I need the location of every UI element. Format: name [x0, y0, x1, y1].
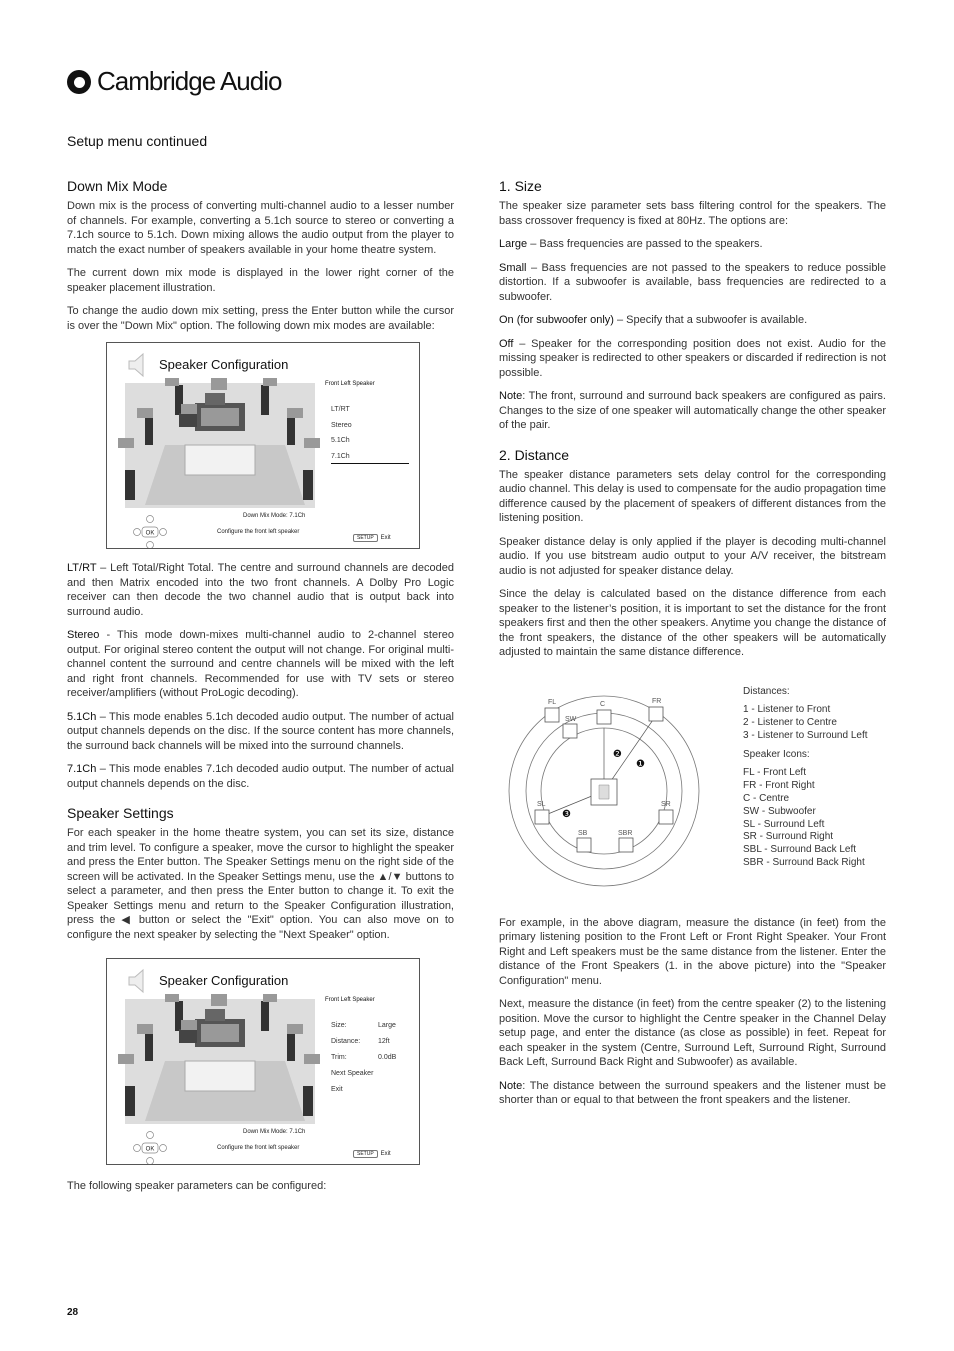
- size-large: [499, 237, 886, 252]
- sw-label: SW: [565, 715, 577, 723]
- setup-button[interactable]: SETUP: [353, 1150, 378, 1158]
- desc: – Left Total/Right Total. The centre and surround channels are decoded and then Matrix encoded into the two front channels. A Dolby Pro Logic receiver can then decode the two channel audio that is output back into surround audio.: [67, 562, 454, 618]
- distance-p1: The speaker distance parameters sets delay control for the corresponding audio channel. This delay is used to compensate for the audio propagation time difference caused by the placement of speakers of different distances from the listening position.: [499, 468, 886, 524]
- desc: : The distance between the surround speakers and the listener must be shorter than or equal to that between the front speakers and the listener.: [499, 1079, 886, 1106]
- closing-text: The following speaker parameters can be configured:: [67, 1180, 327, 1192]
- sl-label: SL: [537, 800, 546, 808]
- c-label: C: [600, 700, 606, 708]
- fr-label: FR: [652, 697, 662, 705]
- screen-title: Speaker Configuration: [159, 357, 289, 372]
- marker-3: ❸: [562, 808, 571, 820]
- sbr-speaker-icon: [619, 838, 633, 852]
- setting-value: 0.0dB: [378, 1054, 397, 1061]
- downmix-mode-status: Down Mix Mode: 7.1Ch: [243, 1129, 306, 1135]
- term: Note: [499, 390, 523, 402]
- help-text: Configure the front left speaker: [217, 529, 300, 535]
- marker-1: ❶: [636, 758, 645, 770]
- distance-item: 2 - Listener to Centre: [743, 717, 837, 729]
- term: Note: [499, 1079, 523, 1092]
- desc: : The front, surround and surround back speakers are configured as pairs. Changes to the size of one speaker will automatically change the other speaker of the pair.: [499, 390, 886, 431]
- setting-size[interactable]: [331, 1022, 409, 1029]
- sw-speaker-icon: [563, 724, 577, 738]
- mode-ltrt: [67, 561, 454, 619]
- screen-title: Speaker Configuration: [159, 973, 289, 988]
- speaker-config-screen-downmix: [106, 342, 420, 549]
- downmix-option-ltrt[interactable]: LT/RT: [331, 406, 350, 413]
- speaker-settings-p1: For each speaker in the home theatre system, you can set its size, distance and trim level. To configure a speaker, move the cursor to highlight the speaker and press the Enter button. The Speaker Settings menu on the right side of the screen will be activated. In the Speaker Settings menu, use the ▲/▼ buttons to select a parameter, and then press the Enter button to change it. To exit the Speaker Settings menu and return to the Speaker Configuration illustration, press the ◀ button or select the "Exit" option. You can also move on to configure the next speaker by selecting the "Next Speaker" option.: [67, 827, 454, 941]
- mode-7-1ch: [67, 762, 454, 791]
- downmix-option-7-1ch[interactable]: 7.1Ch: [331, 453, 409, 464]
- icon-item: C - Centre: [743, 793, 790, 805]
- mode-5-1ch: [67, 710, 454, 754]
- distance-p2: Speaker distance delay is only applied if the player is decoding multi-channel audio. If you use bitstream audio output to your A/V receiver, the bitstream audio is not adjusted for speaker distance delay.: [499, 535, 886, 577]
- term: On (for subwoofer only): [499, 314, 614, 326]
- desc: – Bass frequencies are passed to the speakers.: [527, 238, 763, 250]
- size-heading: 1. Size: [499, 178, 542, 194]
- setting-distance[interactable]: [331, 1038, 409, 1045]
- exit-label: Exit: [380, 1151, 391, 1157]
- distance-heading: 2. Distance: [499, 446, 570, 463]
- marker-2: ❷: [613, 748, 622, 760]
- sl-speaker-icon: [535, 810, 549, 824]
- next-paragraph: Next, measure the distance (in feet) from the centre speaker (2) to the listening position. Move the cursor to highlight the Centre speaker in the Channel Delay setup page, and enter the distance (as close as possible) in feet. Repeat for each speaker in the system (Centre, Surround Left, Surround Right, Surround Back Left, Surround Back Right and Subwoofer) as available.: [499, 998, 886, 1068]
- mode-stereo: [67, 628, 454, 701]
- size-off: [499, 337, 886, 381]
- setup-button[interactable]: SETUP: [353, 534, 378, 542]
- downmix-option-stereo[interactable]: Stereo: [331, 422, 352, 429]
- speaker-settings-heading: Speaker Settings: [67, 805, 174, 821]
- size-small: [499, 261, 886, 305]
- downmix-p1: Down mix is the process of converting multi-channel audio to a lesser number of channels. For example, converting a 5.1ch source to stereo or converting a 7.1ch source to 5.1ch. Down mixing allows the audio output from the player to match the exact number of speakers available in your home theatre system.: [67, 200, 454, 256]
- speaker-settings-panel: [325, 989, 409, 1131]
- sr-speaker-icon: [659, 810, 673, 824]
- icon-item: FL - Front Left: [743, 767, 806, 779]
- downmix-menu-panel: [325, 373, 409, 515]
- panel-head: Front Left Speaker: [325, 381, 375, 387]
- sbr-label: SBR: [618, 829, 633, 837]
- desc: - This mode down-mixes multi-channel audio to 2-channel stereo output. For original stereo content the output will not change. For original multi-channel content the surround and centre channels will be mixed with the left and right front channels. Recommended for use with TV sets or stereo receiver/amplifiers (without ProLogic decoding).: [67, 629, 454, 699]
- downmix-p2: The current down mix mode is displayed in the lower right corner of the speaker placement illustration.: [67, 267, 454, 294]
- setting-label: Size:: [331, 1022, 347, 1029]
- c-speaker-icon: [597, 710, 611, 724]
- icons-heading: Speaker Icons:: [743, 748, 810, 760]
- icon-item: SR - Surround Right: [743, 831, 834, 843]
- next-speaker-option[interactable]: Next Speaker: [331, 1070, 374, 1077]
- help-text: Configure the front left speaker: [217, 1145, 300, 1151]
- fr-speaker-icon: [649, 707, 663, 721]
- right-column: [499, 178, 886, 1117]
- section-title: Setup menu continued: [67, 133, 208, 149]
- setting-label: Trim:: [331, 1054, 347, 1061]
- brand-name: Cambridge Audio: [97, 66, 282, 96]
- room-illustration: [115, 375, 323, 515]
- exit-label: Exit: [380, 535, 391, 541]
- sb-speaker-icon: [577, 838, 591, 852]
- listener-icon: [591, 779, 617, 805]
- nav-pad-icon: [133, 1131, 167, 1165]
- term: LT/RT: [67, 562, 97, 574]
- sb-label: SB: [578, 829, 588, 837]
- downmix-mode-status: Down Mix Mode: 7.1Ch: [243, 513, 306, 519]
- term: Stereo: [67, 629, 100, 641]
- icon-item: SBL - Surround Back Left: [743, 844, 857, 856]
- icon-item: FR - Front Right: [743, 780, 815, 792]
- term: Small: [499, 261, 527, 274]
- speaker-config-screen-settings: [106, 958, 420, 1165]
- size-note: [499, 389, 886, 433]
- ok-label: OK: [145, 1146, 155, 1153]
- ok-label: OK: [145, 530, 155, 537]
- fl-speaker-icon: [545, 708, 559, 722]
- diagram-legend: [743, 686, 893, 870]
- desc: – Speaker for the corresponding position does not exist. Audio for the missing speaker is redirected to other speakers or discarded if redirection is not possible.: [499, 337, 886, 379]
- setting-value: 12ft: [378, 1038, 390, 1045]
- setting-value: Large: [378, 1022, 396, 1029]
- downmix-p3: To change the audio down mix setting, press the Enter button while the cursor is over the "Down Mix" option. The following down mix modes are available:: [67, 305, 454, 332]
- desc: – This mode enables 7.1ch decoded audio output. The number of actual output channels depends on the disc.: [67, 763, 454, 790]
- desc: – Bass frequencies are not passed to the speakers to reduce possible distortion. If a subwoofer is available, bass frequencies are redirected to a subwoofer.: [499, 261, 886, 303]
- distance-item: 1 - Listener to Front: [743, 704, 831, 716]
- term: 7.1Ch: [67, 763, 97, 775]
- distances-heading: Distances:: [743, 685, 790, 697]
- downmix-heading: Down Mix Mode: [67, 178, 168, 194]
- distance-p3: Since the delay is calculated based on the distance difference from each speaker to the listener’s position, it is important to set the distance for the front speakers first and then the other speakers. Anytime you change the distance of the front speakers, the distance of the other speakers will be automatically adjusted to maintain the same distance difference.: [499, 588, 886, 658]
- term: Large: [499, 238, 528, 250]
- desc: – This mode enables 5.1ch decoded audio output. The number of actual output channels depends on the disc. If the source content has more channels, the surround back channels will be mixed into the surround channels.: [67, 710, 454, 752]
- example-paragraph: For example, in the above diagram, measure the distance (in feet) from the primary listening position to the Front Left or Front Right Speaker. Your Front Right and Left speakers must be the same distance from the listener. Enter the distance of the Front Speakers (1. in the above picture) into the "Speaker Configuration" menu.: [499, 916, 886, 987]
- distance-note: [499, 1079, 886, 1108]
- exit-option[interactable]: Exit: [331, 1086, 343, 1093]
- term: Off: [499, 337, 514, 350]
- brand-logo: [67, 66, 281, 97]
- distance-item: 3 - Listener to Surround Left: [743, 729, 868, 741]
- sr-label: SR: [661, 800, 671, 808]
- icon-item: SL - Surround Left: [743, 818, 825, 830]
- distance-diagram: [499, 686, 886, 896]
- downmix-option-5-1ch[interactable]: 5.1Ch: [331, 437, 350, 444]
- page-number: 28: [67, 1307, 79, 1318]
- left-column: [67, 178, 454, 1203]
- setting-label: Distance:: [331, 1038, 361, 1045]
- logo-icon: [67, 70, 91, 94]
- desc: – Specify that a subwoofer is available.: [613, 314, 808, 326]
- fl-label: FL: [548, 698, 557, 706]
- exit-control[interactable]: [353, 534, 391, 542]
- nav-pad-icon: [133, 515, 167, 549]
- exit-control[interactable]: [353, 1150, 391, 1158]
- icon-item: SBR - Surround Back Right: [743, 857, 865, 869]
- term: 5.1Ch: [67, 710, 97, 723]
- distance-rings-illustration: [499, 686, 729, 896]
- panel-head: Front Left Speaker: [325, 997, 375, 1003]
- room-illustration: [115, 991, 323, 1131]
- size-on: [499, 313, 886, 328]
- size-p1: The speaker size parameter sets bass filtering control for the speakers. The bass crossover frequency is fixed at 80Hz. The options are:: [499, 200, 886, 227]
- setting-trim[interactable]: [331, 1054, 409, 1061]
- icon-item: SW - Subwoofer: [743, 805, 816, 817]
